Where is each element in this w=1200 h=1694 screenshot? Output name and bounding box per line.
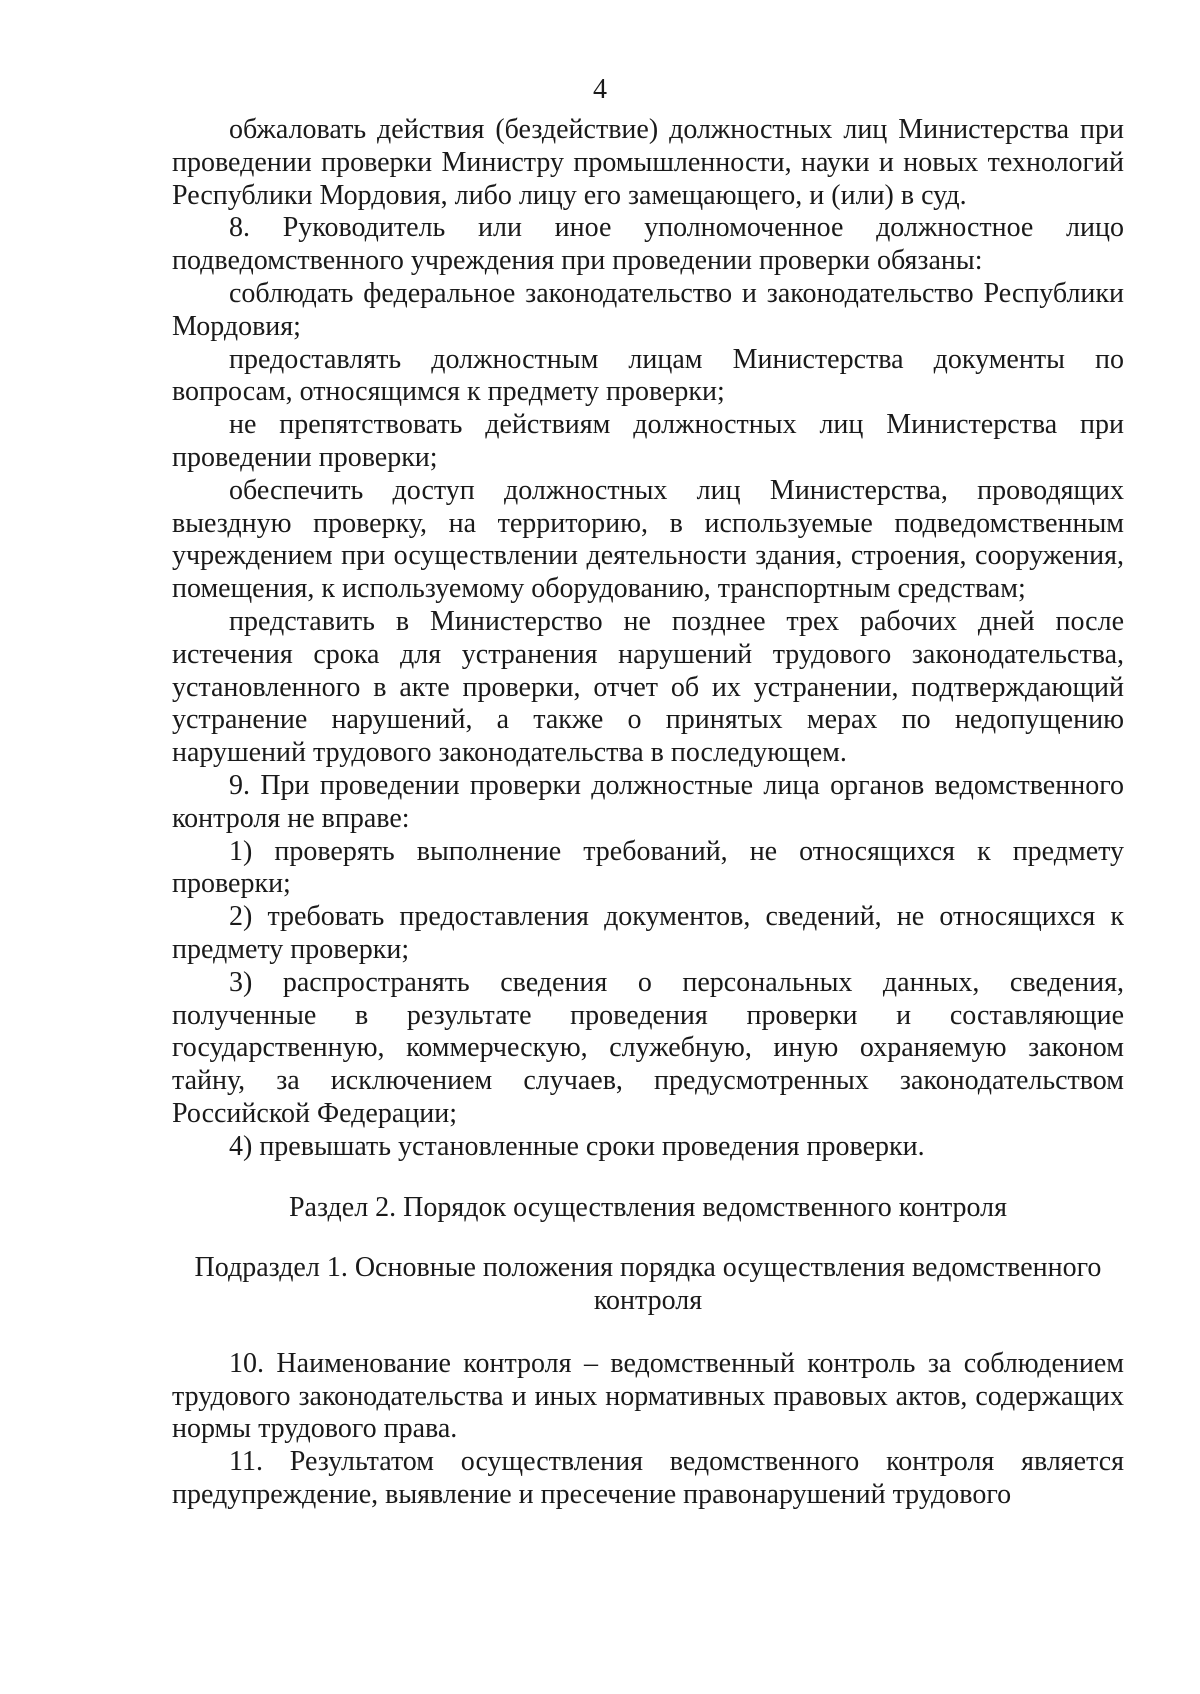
paragraph-11: 11. Результатом осуществления ведомственного контроля является предупреждение, выявление и пресечение правонарушений трудового [172, 1446, 1124, 1511]
paragraph-appeal: обжаловать действия (бездействие) должностных лиц Министерства при проведении проверки Министру промышленности, науки и новых технологий Республики Мордовия, либо лицу его замещающего, и (или) в суд. [172, 114, 1124, 211]
document-body [172, 114, 1124, 1512]
page-number: 4 [593, 74, 607, 105]
subsection-heading: Подраздел 1. Основные положения порядка осуществления ведомственного контроля [194, 1252, 1102, 1317]
paragraph-9-item-2: 2) требовать предоставления документов, сведений, не относящихся к предмету проверки; [172, 901, 1124, 965]
paragraph-ensure-access: обеспечить доступ должностных лиц Министерства, проводящих выездную проверку, на территорию, в используемые подведомственным учреждением при осуществлении деятельности здания, строения, сооружения, помещения, к используемому оборудованию, транспортным средствам; [172, 474, 1124, 605]
paragraph-9-item-1: 1) проверять выполнение требований, не относящихся к предмету проверки; [172, 835, 1124, 900]
paragraph-comply: соблюдать федеральное законодательство и законодательство Республики Мордовия; [172, 277, 1124, 342]
paragraph-submit-report: представить в Министерство не позднее трех рабочих дней после истечения срока для устранения нарушений трудового законодательства, установленного в акте проверки, отчет об их устранении, подтверждающий устранение нарушений, а также о принятых мерах по недопущению нарушений трудового законодательства в последующем. [172, 605, 1124, 769]
paragraph-provide-documents: предоставлять должностным лицам Министерства документы по вопросам, относящимся к предмету проверки; [172, 343, 1124, 408]
paragraph-9: 9. При проведении проверки должностные лица органов ведомственного контроля не вправе: [172, 769, 1124, 834]
paragraph-8: 8. Руководитель или иное уполномоченное должностное лицо подведомственного учреждения при проведении проверки обязаны: [172, 212, 1124, 277]
section-heading: Раздел 2. Порядок осуществления ведомственного контроля [288, 1191, 1008, 1223]
paragraph-9-item-4: 4) превышать установленные сроки проведения проверки. [229, 1130, 925, 1162]
paragraph-10: 10. Наименование контроля – ведомственный контроль за соблюдением трудового законодательства и иных нормативных правовых актов, содержащих нормы трудового права. [172, 1347, 1124, 1445]
paragraph-not-obstruct: не препятствовать действиям должностных лиц Министерства при проведении проверки; [172, 409, 1124, 473]
paragraph-9-item-3: 3) распространять сведения о персональных данных, сведения, полученные в результате проведения проверки и составляющие государственную, коммерческую, служебную, иную охраняемую законом тайну, за исключением случаев, предусмотренных законодательством Российской Федерации; [172, 966, 1124, 1129]
